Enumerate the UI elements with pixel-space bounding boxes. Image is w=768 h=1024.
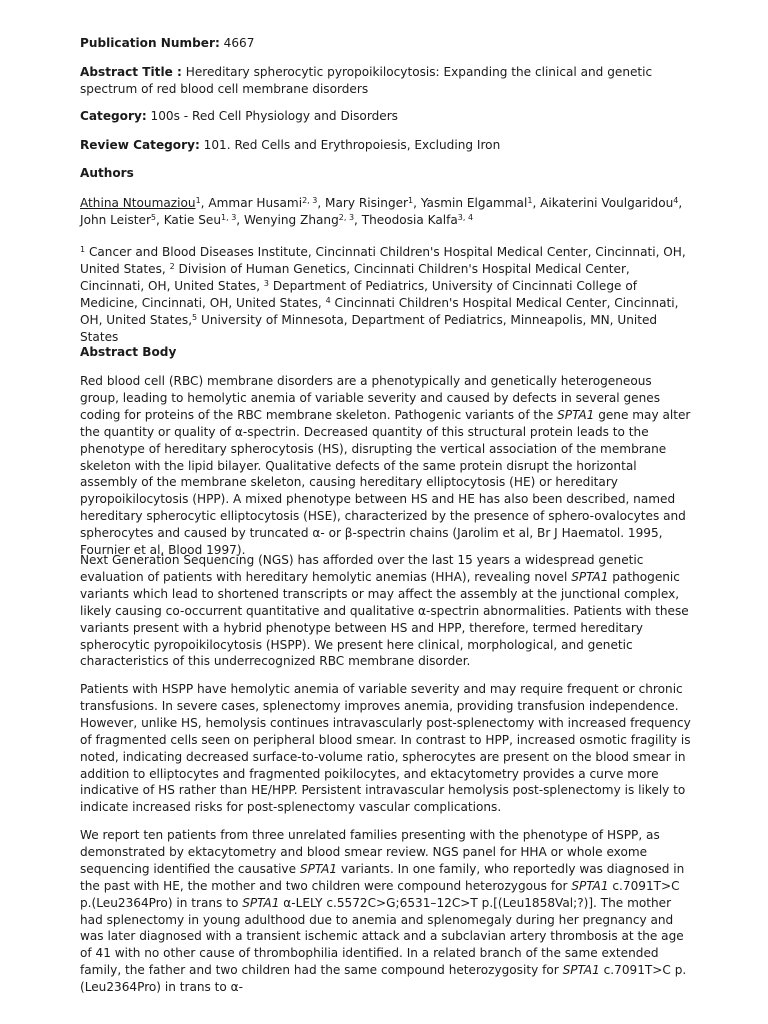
affiliation-number: 1 [80, 245, 86, 254]
gene-name: SPTA1 [557, 407, 595, 422]
abstract-title-line [80, 64, 692, 98]
paragraph-text: Next Generation Sequencing (NGS) has afforded over the last 15 years a widespread genetic evaluation of patients with hereditary hemolytic anemias (HHA), revealing novel [80, 553, 644, 584]
author-separator: , [413, 196, 421, 210]
category-line [80, 108, 692, 125]
author-name: Theodosia Kalfa [361, 212, 458, 227]
author-affiliation-marker: 2, 3 [338, 212, 355, 222]
author-affiliation-marker: 4 [673, 196, 679, 205]
paragraph-text: α-LELY c.5572C>G;6531–12C>T p.[(Leu1858Val;?)]. The mother had splenectomy in young adulthood due to anemia and splenomegaly during her pregnancy and was later diagnosed with a transient ischemic attack and a subclavian artery thrombosis at the age of 41 with no other cause of thrombophilia identified. In a related branch of the same extended family, the father and two children had the same compound heterozygosity for [80, 895, 684, 978]
publication-number-label: Publication Number: [80, 36, 220, 50]
author-name: Mary Risinger [325, 196, 409, 210]
paragraph-text: c.7091T>C p.(Leu2364Pro) in trans to [80, 878, 680, 910]
author-affiliation-marker: 1 [408, 196, 414, 205]
authors-list [80, 195, 692, 229]
affiliations [80, 244, 692, 345]
review-category-label: Review Category: [80, 138, 200, 152]
affiliation-text: Cincinnati Children's Hospital Medical Center, Cincinnati, OH, United States, [80, 295, 679, 327]
abstract-paragraph [80, 827, 692, 996]
affiliation-number: 4 [325, 295, 331, 305]
author-separator: , [156, 212, 164, 227]
abstract-paragraph [80, 552, 692, 670]
category-label: Category: [80, 109, 147, 123]
publication-number-value: 4667 [223, 36, 255, 50]
author-name: Wenying Zhang [244, 212, 339, 227]
paragraph-text: Patients with HSPP have hemolytic anemia of variable severity and may require frequent or chronic transfusions. In severe cases, splenectomy improves anemia, providing transfusion independence. However, unlike HS, hemolysis continues intravascularly post-splenectomy with increased frequency of fragmented cells seen on peripheral blood smear. In contrast to HPP, increased osmotic fragility is noted, indicating decreased surface-to-volume ratio, spherocytes are present on the blood smear in addition to elliptocytes and fragmented poikilocytes, and ektacytometry provides a curve more indicative of HS rather than HE/HPP. Persistent intravascular hemolysis post-splenectomy is likely to indicate increased risks for post-splenectomy vascular complications. [80, 682, 691, 815]
paragraph-text: Red blood cell (RBC) membrane disorders are a phenotypically and genetically heterogeneous group, leading to hemolytic anemia of variable severity and caused by defects in several genes coding for proteins of the RBC membrane skeleton. Pathogenic variants of the [80, 374, 661, 422]
author-affiliation-marker: 1, 3 [221, 212, 237, 222]
affiliation-text: Department of Pediatrics, University of Cincinnati College of Medicine, Cincinnati, OH, United States, [80, 278, 637, 310]
authors-heading: Authors [80, 166, 134, 180]
author-name: Athina Ntoumaziou [80, 196, 196, 210]
affiliation-text: Cancer and Blood Diseases Institute, Cincinnati Children's Hospital Medical Center, Cincinnati, OH, United States, [80, 245, 686, 276]
paragraph-text: We report ten patients from three unrelated families presenting with the phenotype of HSPP, as demonstrated by ektacytometry and blood smear review. NGS panel for HHA or whole exome sequencing identified the causative [80, 828, 660, 876]
category-value: 100s - Red Cell Physiology and Disorders [150, 109, 398, 123]
author-affiliation-marker: 3, 4 [457, 212, 474, 222]
review-category-line [80, 137, 692, 154]
author-affiliation-marker: 5 [150, 212, 157, 222]
author-name: Ammar Husami [208, 196, 303, 210]
affiliation-text: University of Minnesota, Department of Pediatrics, Minneapolis, MN, United States [80, 312, 658, 344]
author-separator: , [678, 196, 683, 210]
author-separator: , [532, 196, 541, 210]
review-category-value: 101. Red Cells and Erythropoiesis, Excluding Iron [203, 138, 501, 152]
author-name: John Leister [80, 212, 151, 227]
abstract-title-label: Abstract Title : [80, 65, 182, 79]
paragraph-text: gene may alter the quantity or quality of α-spectrin. Decreased quantity of this structural protein leads to the phenotype of hereditary spherocytosis (HS), disrupting the vertical association of the membrane skeleton with the lipid bilayer. Qualitative defects of the same protein disrupt the horizontal assembly of the membrane skeleton, causing hereditary elliptocytosis (HE) or hereditary pyropoikilocytosis (HPP). A mixed phenotype between HS and HE has also been described, named hereditary spherocytic elliptocytosis (HSE), characterized by the presence of sphero-ovalocytes and spherocytes and caused by truncated α- or β-spectrin chains (Jarolim et al, Br J Haematol. 1995, Fournier et al, Blood 1997). [80, 407, 691, 558]
gene-name: SPTA1 [242, 895, 280, 910]
gene-name: SPTA1 [299, 861, 338, 876]
paragraph-text: pathogenic variants which lead to shortened transcripts or may affect the assembly at the junctional complex, likely causing co-occurrent quantitative and qualitative α-spectrin abnormalities. Patients with these variants present with a hybrid phenotype between HS and HPP, therefore, termed hereditary spherocytic pyropoikilocytosis (HSPP). We present here clinical, morphological, and genetic characteristics of this underrecognized RBC membrane disorder. [80, 569, 689, 669]
author-affiliation-marker: 2, 3 [302, 196, 318, 205]
author-separator: , [317, 196, 326, 210]
affiliation-number: 3 [263, 278, 269, 288]
author-name: Yasmin Elgammal [420, 196, 528, 210]
author-separator: , [236, 212, 244, 227]
author-separator: , [354, 212, 362, 227]
affiliation-number: 5 [192, 312, 198, 322]
author-affiliation-marker: 1 [195, 196, 201, 205]
author-name: Aikaterini Voulgaridou [540, 196, 674, 210]
gene-name: SPTA1 [571, 569, 609, 584]
affiliation-text: Division of Human Genetics, Cincinnati Children's Hospital Medical Center, Cincinnati, OH, United States, [80, 261, 630, 293]
affiliation-number: 2 [169, 261, 175, 271]
gene-name: SPTA1 [571, 878, 609, 893]
author-name: Katie Seu [163, 212, 222, 227]
author-separator: , [200, 196, 209, 210]
gene-name: SPTA1 [562, 963, 600, 978]
publication-number-line [80, 35, 692, 52]
abstract-paragraph [80, 373, 692, 559]
abstract-body-heading: Abstract Body [80, 345, 177, 359]
abstract-paragraph [80, 681, 692, 816]
author-affiliation-marker: 1 [527, 196, 533, 205]
paragraph-text: c.7091T>C p.(Leu2364Pro) in trans to α- [80, 963, 687, 995]
paragraph-text: variants. In one family, who reportedly was diagnosed in the past with HE, the mother and two children were compound heterozygous for [80, 861, 685, 893]
abstract-title-value: Hereditary spherocytic pyropoikilocytosis: Expanding the clinical and genetic spectrum of red blood cell membrane disorders [80, 65, 653, 96]
